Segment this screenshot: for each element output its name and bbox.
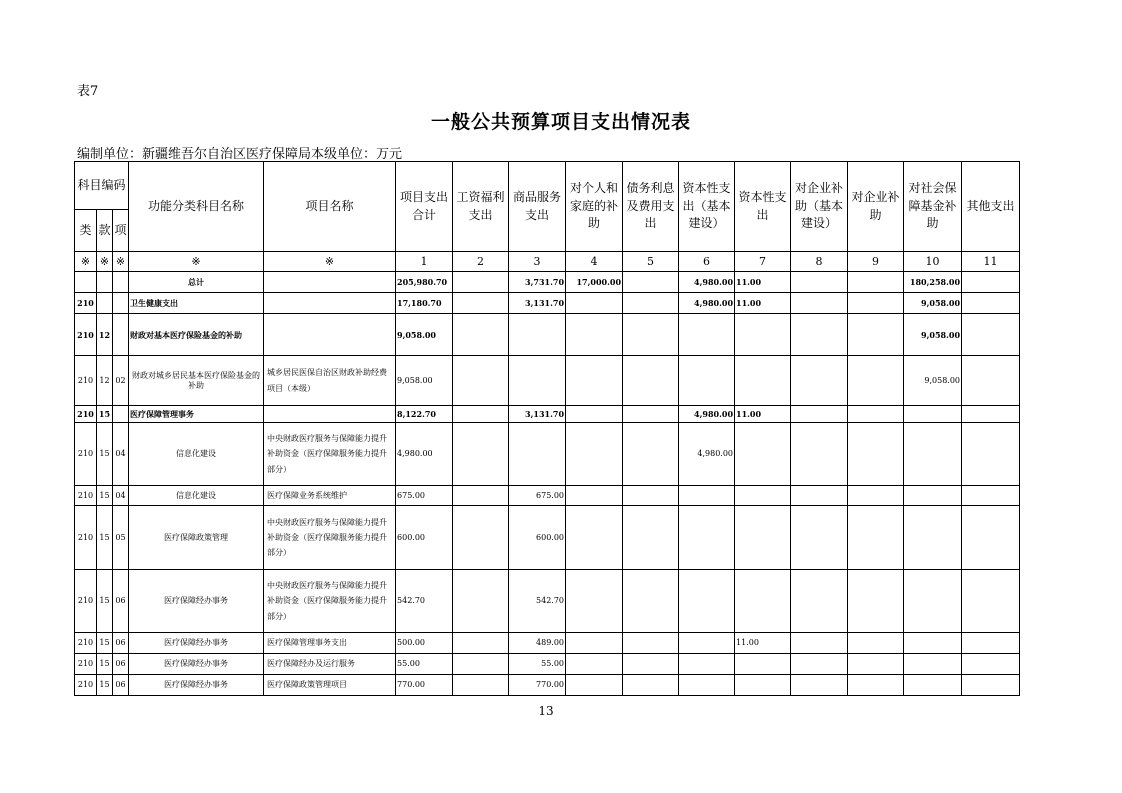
- cell-amount: [904, 654, 962, 675]
- cell-amount: [623, 675, 679, 696]
- header-kuan: 款: [97, 210, 113, 252]
- cell-amount: [566, 356, 623, 406]
- cell-amount: 489.00: [509, 633, 566, 654]
- cell-lei: 210: [75, 486, 97, 506]
- cell-amount: [566, 423, 623, 486]
- cell-amount: [509, 423, 566, 486]
- table-number-label: 表7: [77, 84, 99, 99]
- cell-amount: [962, 675, 1020, 696]
- cell-function-name: 卫生健康支出: [129, 293, 264, 314]
- header-col: 对社会保障基金补助: [904, 162, 962, 252]
- cell-amount: [453, 570, 509, 633]
- cell-xiang: [113, 293, 129, 314]
- cell-project-name: 中央财政医疗服务与保障能力提升补助资金（医疗保障服务能力提升部分）: [264, 423, 396, 486]
- cell-amount: [848, 423, 904, 486]
- cell-amount: 3,131.70: [509, 406, 566, 423]
- cell-amount: 4,980.00: [679, 423, 735, 486]
- cell-amount: [453, 406, 509, 423]
- cell-function-name: 财政对城乡居民基本医疗保险基金的补助: [129, 356, 264, 406]
- cell-amount: [566, 675, 623, 696]
- cell-amount: [848, 675, 904, 696]
- cell-kuan: 15: [97, 506, 113, 570]
- cell-amount: 9,058.00: [904, 314, 962, 356]
- cell-amount: [453, 654, 509, 675]
- column-number: 2: [453, 252, 509, 272]
- cell-amount: 542.70: [509, 570, 566, 633]
- cell-kuan: 15: [97, 570, 113, 633]
- cell-amount: [848, 570, 904, 633]
- cell-lei: 210: [75, 506, 97, 570]
- cell-amount: 55.00: [396, 654, 453, 675]
- cell-function-name: 医疗保障经办事务: [129, 654, 264, 675]
- cell-amount: 9,058.00: [396, 356, 453, 406]
- page-number: 13: [538, 704, 554, 718]
- cell-amount: 11.00: [735, 633, 791, 654]
- cell-function-name: 医疗保障经办事务: [129, 633, 264, 654]
- cell-amount: [679, 675, 735, 696]
- header-lei: 类: [75, 210, 97, 252]
- cell-amount: [848, 356, 904, 406]
- cell-amount: 205,980.70: [396, 272, 453, 293]
- cell-project-name: 医疗保障管理事务支出: [264, 633, 396, 654]
- cell-amount: [623, 356, 679, 406]
- cell-amount: [735, 675, 791, 696]
- cell-amount: [623, 406, 679, 423]
- table-row: [75, 406, 1020, 423]
- cell-function-name: 医疗保障经办事务: [129, 675, 264, 696]
- cell-xiang: 06: [113, 633, 129, 654]
- cell-amount: [735, 314, 791, 356]
- cell-amount: [791, 314, 848, 356]
- cell-amount: [623, 314, 679, 356]
- table-row: [75, 654, 1020, 675]
- header-col: 资本性支出: [735, 162, 791, 252]
- header-col: 工资福利支出: [453, 162, 509, 252]
- cell-amount: [679, 654, 735, 675]
- cell-amount: [904, 570, 962, 633]
- header-col: 对企业补助（基本建设）: [791, 162, 848, 252]
- column-number: 4: [566, 252, 623, 272]
- cell-amount: [791, 506, 848, 570]
- cell-amount: 17,180.70: [396, 293, 453, 314]
- cell-amount: [904, 633, 962, 654]
- cell-amount: [962, 506, 1020, 570]
- cell-amount: [791, 423, 848, 486]
- column-number: 9: [848, 252, 904, 272]
- cell-function-name: 医疗保障管理事务: [129, 406, 264, 423]
- cell-amount: [962, 486, 1020, 506]
- cell-lei: 210: [75, 675, 97, 696]
- cell-amount: [791, 272, 848, 293]
- cell-amount: 542.70: [396, 570, 453, 633]
- cell-amount: 9,058.00: [396, 314, 453, 356]
- column-number: 1: [396, 252, 453, 272]
- table-row: [75, 633, 1020, 654]
- cell-amount: [848, 486, 904, 506]
- cell-amount: [791, 675, 848, 696]
- cell-amount: [679, 506, 735, 570]
- cell-amount: 600.00: [509, 506, 566, 570]
- cell-amount: [791, 356, 848, 406]
- cell-amount: [735, 356, 791, 406]
- cell-amount: [735, 506, 791, 570]
- cell-amount: [566, 633, 623, 654]
- table-row: [75, 314, 1020, 356]
- cell-project-name: 中央财政医疗服务与保障能力提升补助资金（医疗保障服务能力提升部分）: [264, 570, 396, 633]
- cell-amount: [623, 506, 679, 570]
- column-number: 11: [962, 252, 1020, 272]
- cell-xiang: 05: [113, 506, 129, 570]
- cell-amount: 600.00: [396, 506, 453, 570]
- cell-amount: [679, 486, 735, 506]
- cell-amount: [623, 654, 679, 675]
- cell-amount: [848, 633, 904, 654]
- cell-amount: [679, 633, 735, 654]
- cell-lei: 210: [75, 654, 97, 675]
- header-col: 项目支出合计: [396, 162, 453, 252]
- cell-amount: [848, 406, 904, 423]
- cell-amount: [962, 423, 1020, 486]
- cell-amount: [962, 654, 1020, 675]
- cell-amount: [904, 406, 962, 423]
- column-number: 5: [623, 252, 679, 272]
- cell-amount: 500.00: [396, 633, 453, 654]
- cell-xiang: [113, 314, 129, 356]
- column-number: 10: [904, 252, 962, 272]
- cell-amount: [904, 486, 962, 506]
- table-row: [75, 570, 1020, 633]
- cell-amount: [791, 406, 848, 423]
- cell-amount: [453, 423, 509, 486]
- cell-project-name: 医疗保障业务系统维护: [264, 486, 396, 506]
- unit-caption: 编制单位：新疆维吾尔自治区医疗保障局本级单位：万元: [77, 147, 403, 162]
- cell-amount: 11.00: [735, 293, 791, 314]
- marker-row: [75, 252, 1020, 272]
- marker-symbol: ※: [264, 252, 396, 272]
- cell-project-name: 医疗保障经办及运行服务: [264, 654, 396, 675]
- cell-amount: [623, 293, 679, 314]
- cell-xiang: [113, 406, 129, 423]
- cell-amount: 9,058.00: [904, 293, 962, 314]
- header-subject-code: 科目编码: [75, 162, 129, 210]
- table-row: [75, 423, 1020, 486]
- page-title: 一般公共预算项目支出情况表: [430, 111, 691, 133]
- cell-amount: [962, 314, 1020, 356]
- cell-amount: 8,122.70: [396, 406, 453, 423]
- table-row: [75, 272, 1020, 293]
- header-col: 对个人和家庭的补助: [566, 162, 623, 252]
- cell-amount: [679, 356, 735, 406]
- cell-lei: 210: [75, 633, 97, 654]
- cell-amount: [453, 293, 509, 314]
- cell-project-name: 医疗保障政策管理项目: [264, 675, 396, 696]
- cell-amount: [623, 423, 679, 486]
- table-row: [75, 293, 1020, 314]
- cell-amount: [453, 486, 509, 506]
- cell-amount: [904, 506, 962, 570]
- cell-amount: [509, 356, 566, 406]
- cell-lei: 210: [75, 423, 97, 486]
- header-col: 债务利息及费用支出: [623, 162, 679, 252]
- cell-function-name: 医疗保障经办事务: [129, 570, 264, 633]
- cell-amount: 4,980.00: [679, 272, 735, 293]
- cell-amount: [791, 486, 848, 506]
- header-xiang: 项: [113, 210, 129, 252]
- cell-amount: [453, 633, 509, 654]
- cell-amount: [791, 293, 848, 314]
- header-col: 其他支出: [962, 162, 1020, 252]
- cell-lei: 210: [75, 570, 97, 633]
- cell-project-name: 中央财政医疗服务与保障能力提升补助资金（医疗保障服务能力提升部分）: [264, 506, 396, 570]
- column-number: 8: [791, 252, 848, 272]
- cell-amount: 770.00: [509, 675, 566, 696]
- marker-symbol: ※: [113, 252, 129, 272]
- table-row: [75, 506, 1020, 570]
- cell-amount: [848, 506, 904, 570]
- cell-amount: 55.00: [509, 654, 566, 675]
- cell-amount: [566, 293, 623, 314]
- cell-amount: 17,000.00: [566, 272, 623, 293]
- cell-amount: 9,058.00: [904, 356, 962, 406]
- cell-amount: [962, 633, 1020, 654]
- cell-amount: [962, 272, 1020, 293]
- cell-amount: 3,731.70: [509, 272, 566, 293]
- cell-amount: 675.00: [396, 486, 453, 506]
- cell-amount: 11.00: [735, 406, 791, 423]
- cell-xiang: [113, 272, 129, 293]
- cell-amount: 675.00: [509, 486, 566, 506]
- cell-amount: 4,980.00: [679, 293, 735, 314]
- cell-lei: 210: [75, 293, 97, 314]
- cell-lei: [75, 272, 97, 293]
- cell-amount: [735, 570, 791, 633]
- header-project-name: 项目名称: [264, 162, 396, 252]
- cell-lei: 210: [75, 314, 97, 356]
- cell-amount: [962, 570, 1020, 633]
- cell-amount: [962, 293, 1020, 314]
- cell-xiang: 06: [113, 675, 129, 696]
- cell-xiang: 04: [113, 486, 129, 506]
- cell-amount: [791, 654, 848, 675]
- cell-amount: [904, 675, 962, 696]
- cell-amount: [848, 654, 904, 675]
- cell-amount: [566, 486, 623, 506]
- cell-amount: [848, 293, 904, 314]
- marker-symbol: ※: [75, 252, 97, 272]
- header-col: 商品服务支出: [509, 162, 566, 252]
- cell-amount: [566, 570, 623, 633]
- cell-xiang: 06: [113, 654, 129, 675]
- cell-amount: [509, 314, 566, 356]
- cell-function-name: 财政对基本医疗保险基金的补助: [129, 314, 264, 356]
- cell-amount: [453, 272, 509, 293]
- cell-amount: [735, 486, 791, 506]
- cell-amount: [566, 314, 623, 356]
- cell-amount: 180,258.00: [904, 272, 962, 293]
- cell-amount: [735, 654, 791, 675]
- cell-amount: [848, 272, 904, 293]
- cell-kuan: 12: [97, 314, 113, 356]
- cell-amount: [679, 570, 735, 633]
- cell-xiang: 04: [113, 423, 129, 486]
- cell-amount: [453, 314, 509, 356]
- table-row: [75, 486, 1020, 506]
- cell-kuan: 12: [97, 356, 113, 406]
- cell-amount: [623, 633, 679, 654]
- cell-function-name: 信息化建设: [129, 486, 264, 506]
- cell-kuan: 15: [97, 654, 113, 675]
- cell-kuan: 15: [97, 675, 113, 696]
- cell-amount: [566, 506, 623, 570]
- cell-amount: [679, 314, 735, 356]
- table-row: [75, 675, 1020, 696]
- cell-project-name: [264, 272, 396, 293]
- header-function-name: 功能分类科目名称: [129, 162, 264, 252]
- cell-function-name: 总计: [129, 272, 264, 293]
- cell-amount: 4,980.00: [679, 406, 735, 423]
- cell-kuan: [97, 293, 113, 314]
- cell-amount: 4,980.00: [396, 423, 453, 486]
- cell-amount: [623, 272, 679, 293]
- cell-project-name: [264, 406, 396, 423]
- cell-amount: 770.00: [396, 675, 453, 696]
- cell-lei: 210: [75, 356, 97, 406]
- cell-amount: [566, 654, 623, 675]
- cell-function-name: 医疗保障政策管理: [129, 506, 264, 570]
- column-number: 7: [735, 252, 791, 272]
- cell-amount: [848, 314, 904, 356]
- cell-amount: 11.00: [735, 272, 791, 293]
- cell-project-name: [264, 314, 396, 356]
- cell-amount: [623, 570, 679, 633]
- cell-amount: [791, 570, 848, 633]
- marker-symbol: ※: [129, 252, 264, 272]
- cell-kuan: [97, 272, 113, 293]
- budget-table: [74, 161, 1020, 696]
- cell-amount: [453, 356, 509, 406]
- cell-kuan: 15: [97, 633, 113, 654]
- cell-kuan: 15: [97, 486, 113, 506]
- header-col: 对企业补助: [848, 162, 904, 252]
- table-body: [75, 272, 1020, 696]
- cell-amount: [962, 406, 1020, 423]
- table-row: [75, 356, 1020, 406]
- cell-project-name: [264, 293, 396, 314]
- cell-amount: [453, 506, 509, 570]
- cell-function-name: 信息化建设: [129, 423, 264, 486]
- cell-kuan: 15: [97, 406, 113, 423]
- cell-xiang: 06: [113, 570, 129, 633]
- cell-amount: [735, 423, 791, 486]
- cell-amount: 3,131.70: [509, 293, 566, 314]
- cell-project-name: 城乡居民医保自治区财政补助经费项目（本级）: [264, 356, 396, 406]
- column-number: 6: [679, 252, 735, 272]
- cell-kuan: 15: [97, 423, 113, 486]
- cell-amount: [904, 423, 962, 486]
- cell-amount: [566, 406, 623, 423]
- cell-amount: [962, 356, 1020, 406]
- marker-symbol: ※: [97, 252, 113, 272]
- cell-amount: [791, 633, 848, 654]
- cell-amount: [623, 486, 679, 506]
- cell-lei: 210: [75, 406, 97, 423]
- header-col: 资本性支出（基本建设）: [679, 162, 735, 252]
- cell-amount: [453, 675, 509, 696]
- cell-xiang: 02: [113, 356, 129, 406]
- column-number: 3: [509, 252, 566, 272]
